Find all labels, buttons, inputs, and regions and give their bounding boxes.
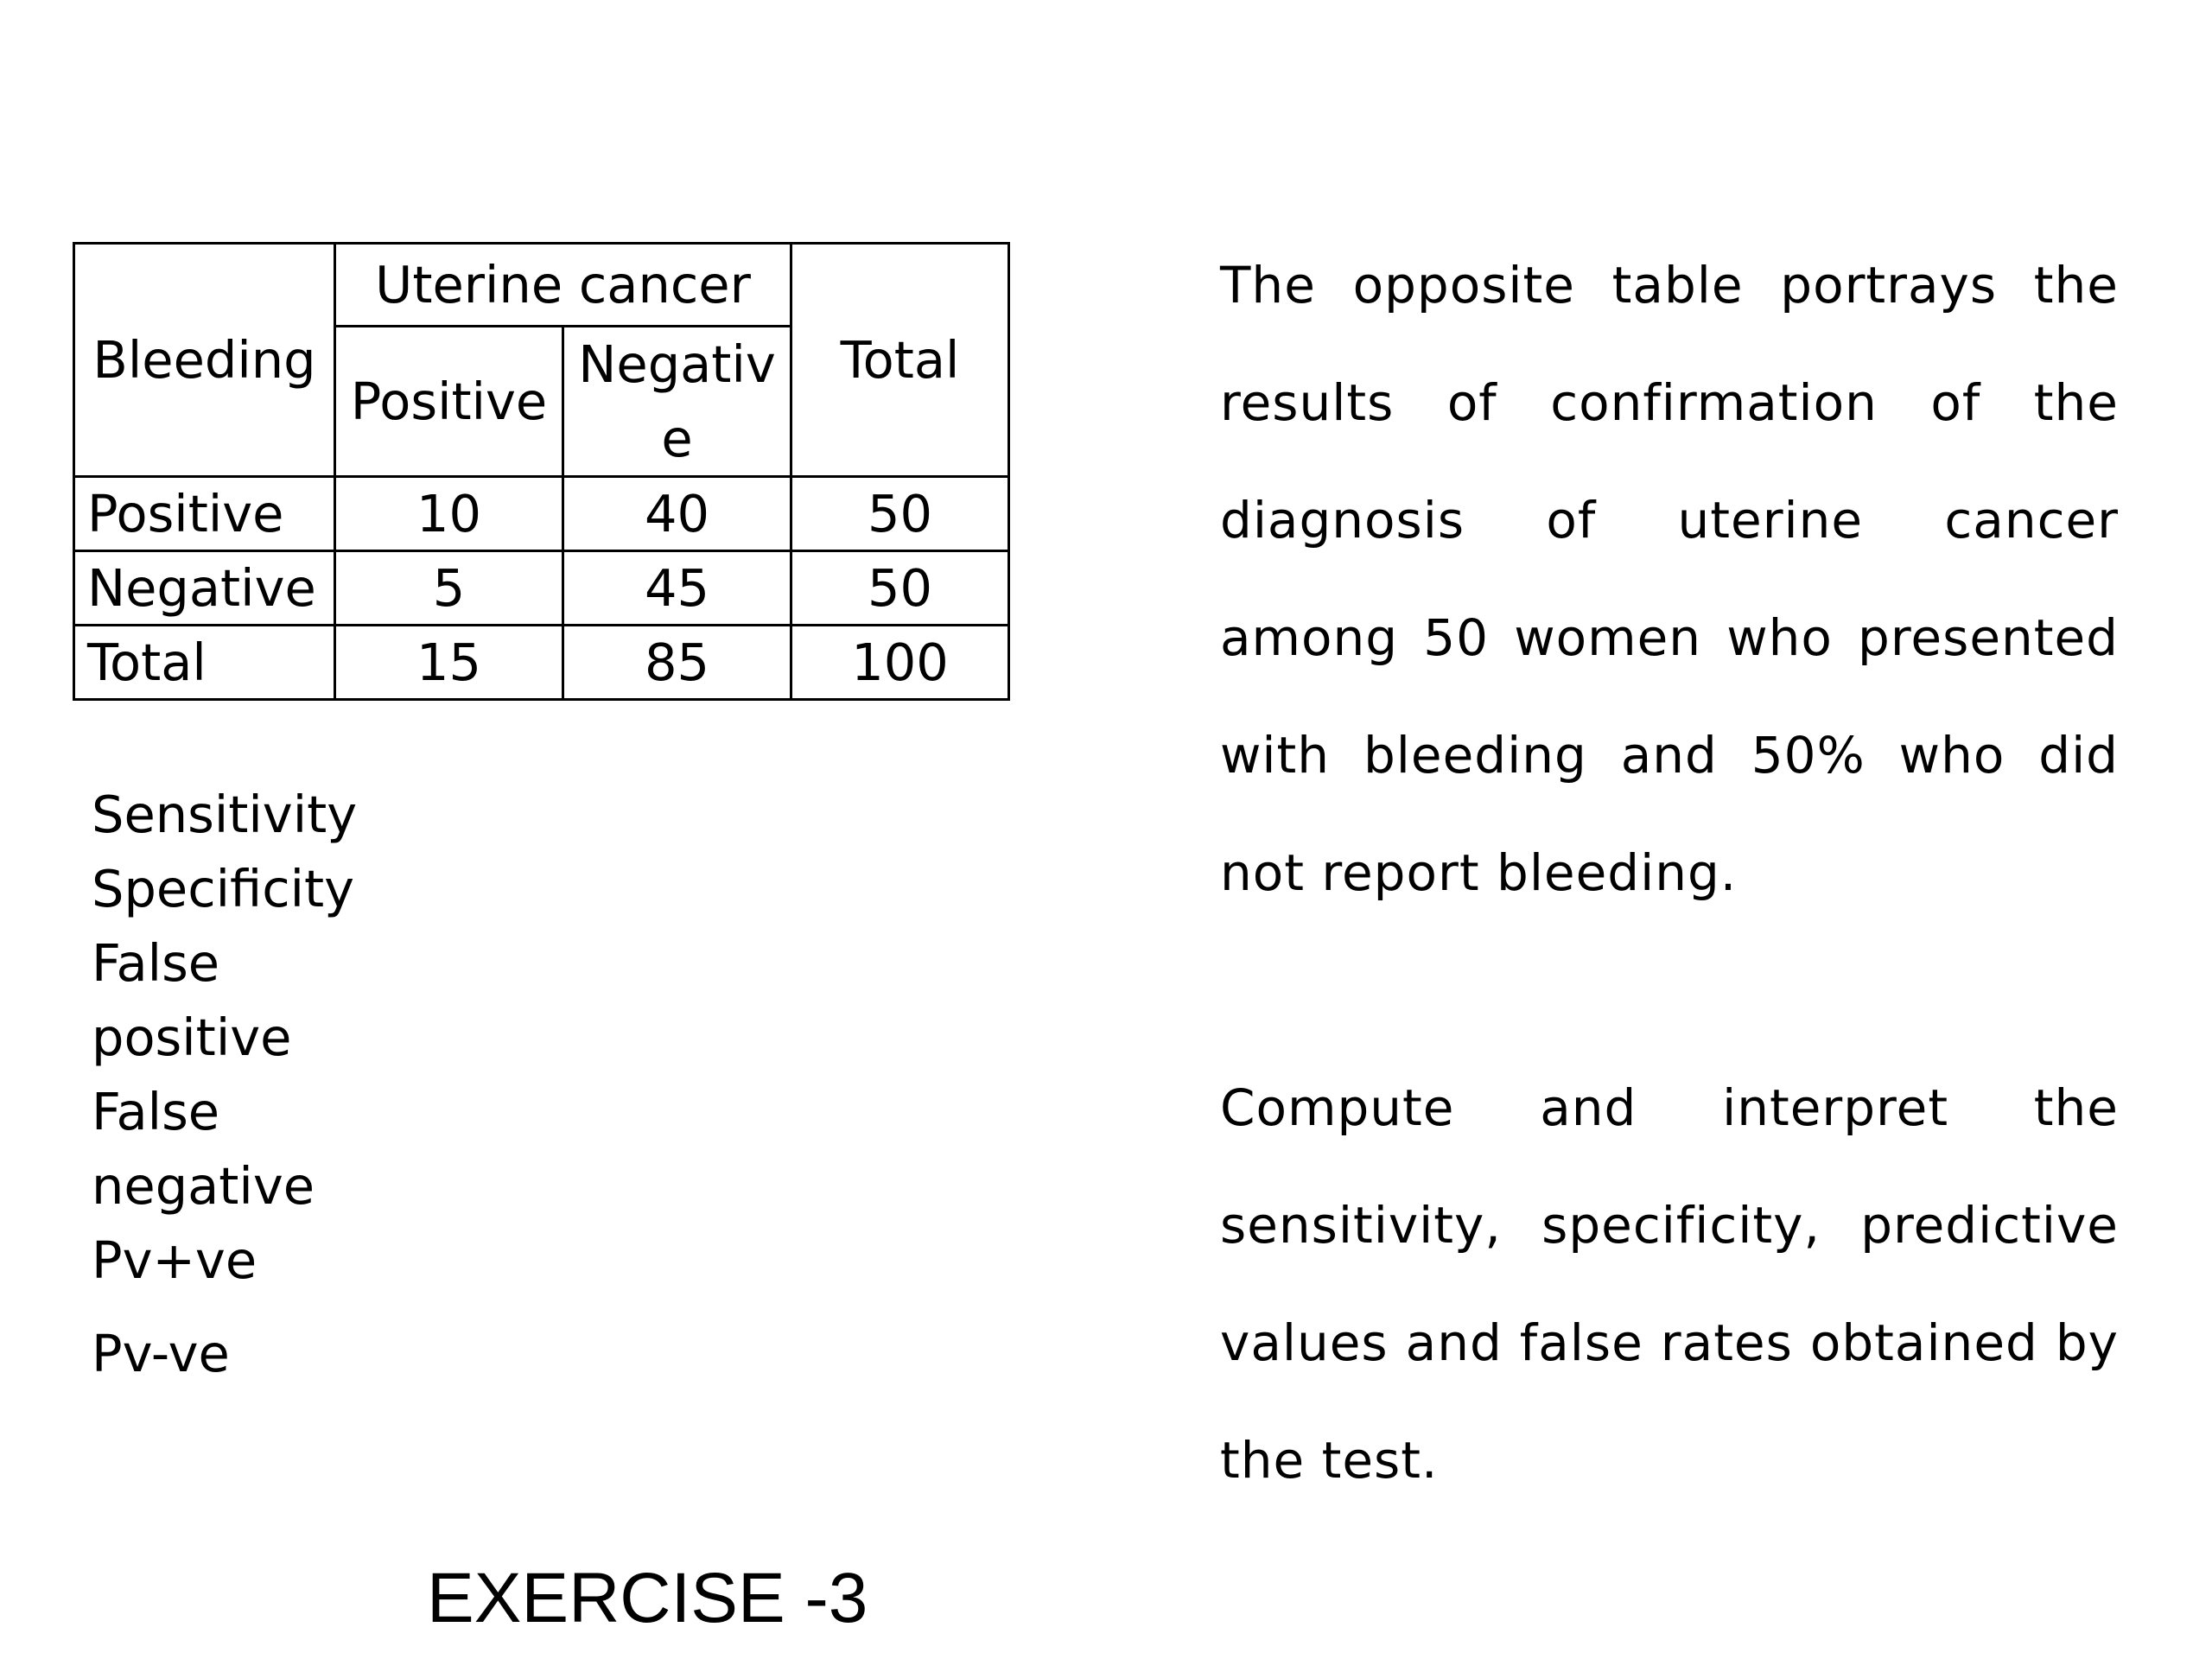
list-item: False positive xyxy=(92,933,292,1067)
cell-negative: 40 xyxy=(563,477,791,551)
row-label: Positive xyxy=(74,477,335,551)
table-row xyxy=(74,477,1009,551)
cell-negative: 85 xyxy=(563,626,791,700)
description-paragraph: The opposite table portrays the results of confirmation of the diagnosis of uterine cancer among 50 women who presented with bleeding and 50% who did not report bleeding. xyxy=(1220,256,2119,902)
table-row xyxy=(74,551,1009,626)
exercise-title: EXERCISE -3 xyxy=(427,1559,868,1637)
cell-positive: 15 xyxy=(335,626,563,700)
header-total: Total xyxy=(791,244,1009,477)
list-item: False negative xyxy=(92,1082,315,1216)
cell-total: 50 xyxy=(791,551,1009,626)
list-item: Pv-ve xyxy=(92,1324,230,1383)
cell-positive: 5 xyxy=(335,551,563,626)
header-negative: Negative xyxy=(563,327,791,477)
cell-total: 100 xyxy=(791,626,1009,700)
row-label: Total xyxy=(74,626,335,700)
measures-list xyxy=(92,778,403,1391)
instruction-paragraph: Compute and interpret the sensitivity, specificity, predictive values and false rates obtained by the test. xyxy=(1220,1078,2119,1490)
list-item: Specificity xyxy=(92,859,355,918)
header-positive: Positive xyxy=(335,327,563,477)
header-uterine-cancer: Uterine cancer xyxy=(335,244,791,327)
contingency-table xyxy=(73,242,1010,701)
cell-total: 50 xyxy=(791,477,1009,551)
contingency-table-container xyxy=(73,242,1007,698)
table-row xyxy=(74,626,1009,700)
header-bleeding: Bleeding xyxy=(74,244,335,477)
cell-negative: 45 xyxy=(563,551,791,626)
list-item: Sensitivity xyxy=(92,785,358,844)
cell-positive: 10 xyxy=(335,477,563,551)
list-item: Pv+ve xyxy=(92,1230,257,1290)
row-label: Negative xyxy=(74,551,335,626)
